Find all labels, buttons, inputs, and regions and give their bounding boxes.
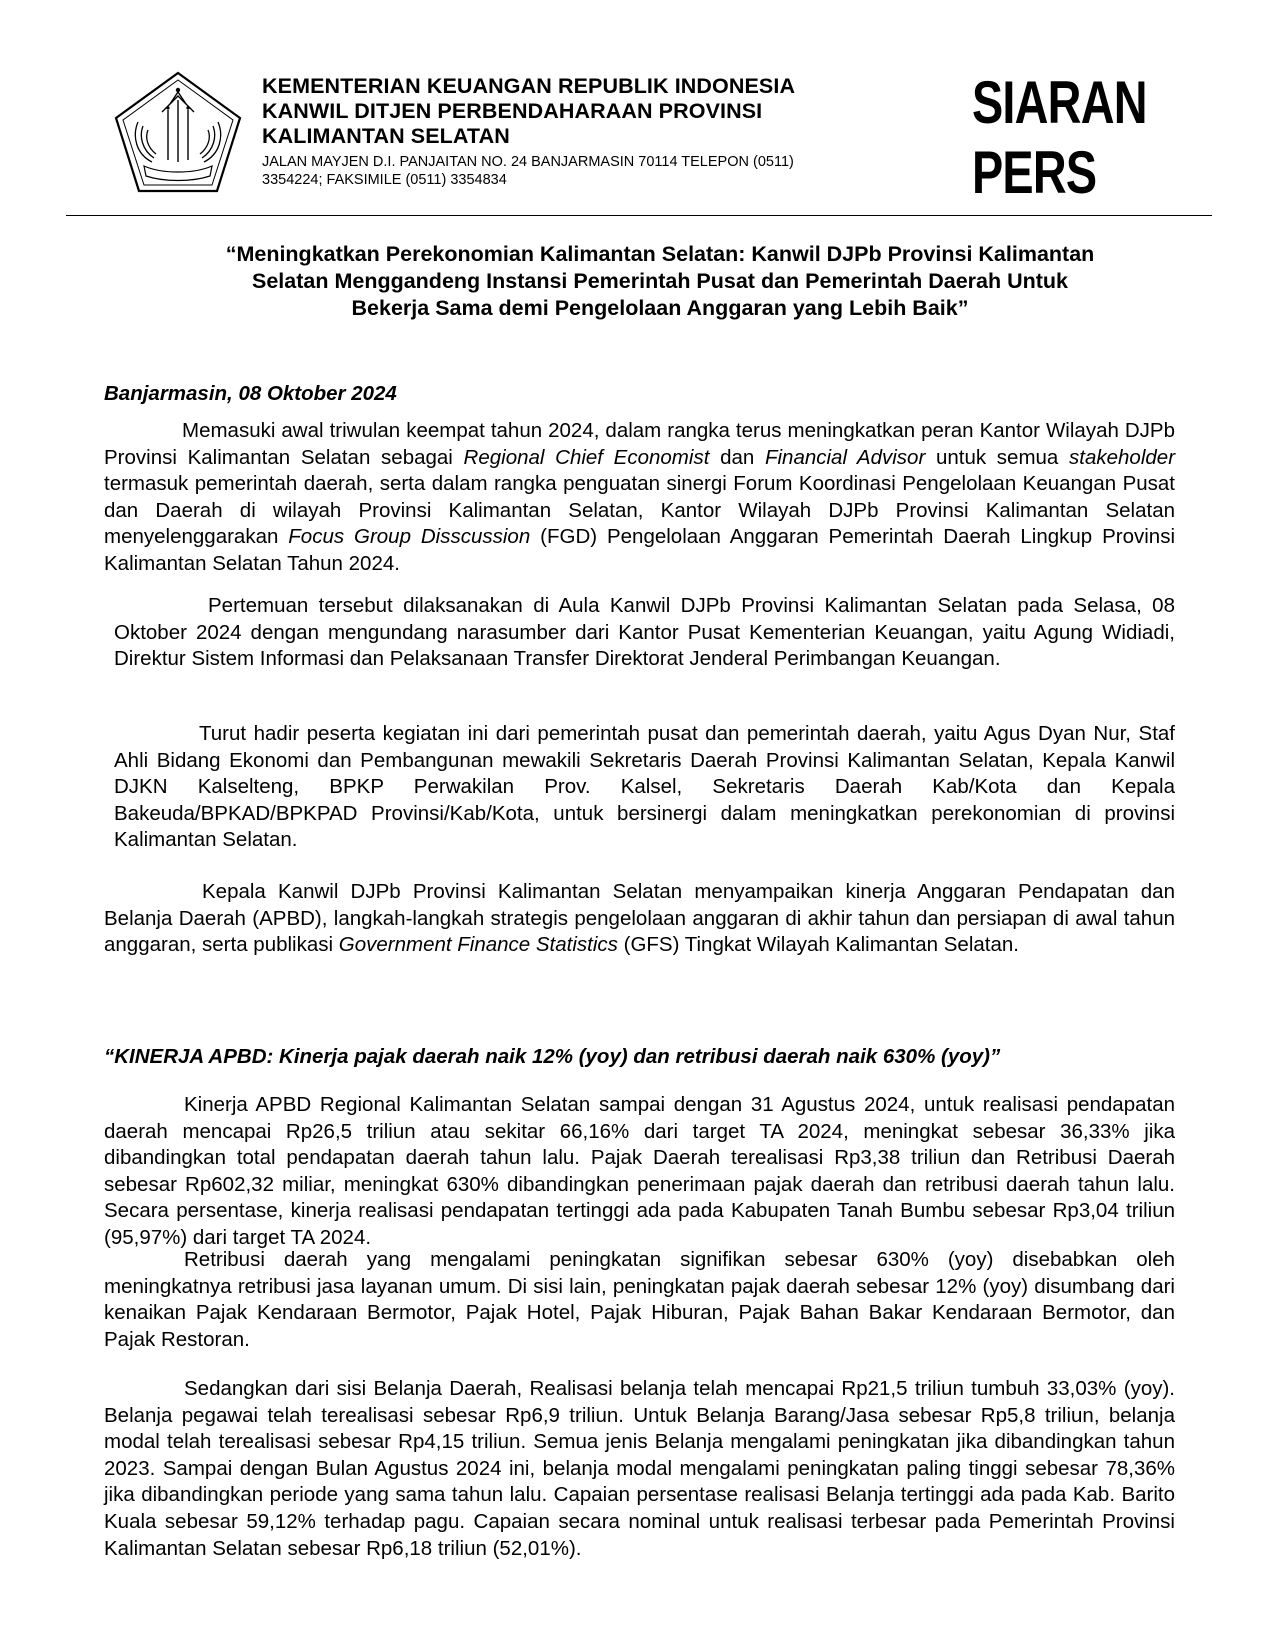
title-line2: Selatan Menggandeng Instansi Pemerintah Pusat dan Pemerintah Daerah Untuk: [252, 269, 1068, 293]
org-address: [262, 153, 902, 189]
p1-italic-4: Focus Group Disscussion: [288, 525, 531, 549]
p4-text-b: (GFS) Tingkat Wilayah Kalimantan Selatan.: [617, 933, 1019, 957]
dateline: Banjarmasin, 08 Oktober 2024: [104, 382, 397, 405]
paragraph-2: Pertemuan tersebut dilaksanakan di Aula Kanwil DJPb Provinsi Kalimantan Selatan pada Selasa, 08 Oktober 2024 dengan mengundang narasumber dari Kantor Pusat Kementerian Keuangan, yaitu Agung Widiadi, Direktur Sistem Informasi dan Pelaksanaan Transfer Direktorat Jenderal Perimbangan Keuangan.: [114, 594, 1175, 671]
org-name-line2: KANWIL DITJEN PERBENDAHARAAN PROVINSI: [262, 99, 763, 123]
p4-italic-1: Government Finance Statistics: [338, 933, 618, 957]
ministry-logo: [112, 70, 244, 196]
title-line3: Bekerja Sama demi Pengelolaan Anggaran yang Lebih Baik”: [351, 296, 969, 320]
org-name-line3: KALIMANTAN SELATAN: [262, 124, 510, 148]
address-line1: JALAN MAYJEN D.I. PANJAITAN NO. 24 BANJARMASIN 70114 TELEPON (0511): [262, 154, 794, 170]
title-line1: “Meningkatkan Perekonomian Kalimantan Selatan: Kanwil DJPb Provinsi Kalimantan: [225, 242, 1095, 266]
p1-text-e: (FGD) Pengelolaan Anggaran Pemerintah Daerah Lingkup Provinsi Kalimantan Selatan Tahun 2024.: [104, 525, 1176, 575]
p1-italic-2: Financial Advisor: [764, 445, 926, 469]
p1-text-d: termasuk pemerintah daerah, serta dalam rangka penguatan sinergi Forum Koordinasi Pengelolaan Keuangan Pusat dan Daerah di wilayah Provinsi Kalimantan Selatan, Kantor Wilayah DJPb Provinsi Kalimantan Selatan menyelenggarakan: [104, 472, 1175, 549]
p4-text-a: Kepala Kanwil DJPb Provinsi Kalimantan Selatan menyampaikan kinerja Anggaran Pendapatan dan Belanja Daerah (APBD), langkah-langkah strategis pengelolaan anggaran di akhir tahun dan persiapan di awal tahun anggaran, serta publikasi: [104, 880, 1175, 957]
paragraph-5: Kinerja APBD Regional Kalimantan Selatan sampai dengan 31 Agustus 2024, untuk realisasi pendapatan daerah mencapai Rp26,5 triliun atau sekitar 66,16% dari target TA 2024, meningkat sebesar 36,33% jika dibandingkan total pendapatan daerah tahun lalu. Pajak Daerah terealisasi Rp3,38 triliun dan Retribusi Daerah sebesar Rp602,32 miliar, meningkat 630% dibandingkan penerimaan pajak daerah dan retribusi daerah tahun lalu. Secara persentase, kinerja realisasi pendapatan tertinggi ada pada Kabupaten Tanah Bumbu sebesar Rp3,04 triliun (95,97%) dari target TA 2024.: [104, 1093, 1175, 1249]
paragraph-7: Sedangkan dari sisi Belanja Daerah, Realisasi belanja telah mencapai Rp21,5 triliun tumbuh 33,03% (yoy). Belanja pegawai telah terealisasi sebesar Rp6,9 triliun. Untuk Belanja Barang/Jasa sebesar Rp5,8 triliun, belanja modal telah terealisasi sebesar Rp4,15 triliun. Semua jenis Belanja mengalami peningkatan jika dibandingkan tahun 2023. Sampai dengan Bulan Agustus 2024 ini, belanja modal mengalami peningkatan paling tinggi sebesar 78,36% jika dibandingkan periode yang sama tahun lalu. Capaian persentase realisasi Belanja tertinggi ada pada Kab. Barito Kuala sebesar 59,12% terhadap pagu. Capaian secara nominal untuk realisasi terbesar pada Pemerintah Provinsi Kalimantan Selatan sebesar Rp6,18 triliun (52,01%).: [104, 1377, 1175, 1560]
paragraph-4: [104, 879, 1175, 959]
address-line2: 3354224; FAKSIMILE (0511) 3354834: [262, 172, 507, 188]
section-heading-kinerja-apbd: “KINERJA APBD: Kinerja pajak daerah naik 12% (yoy) dan retribusi daerah naik 630% (yoy)”: [104, 1045, 1001, 1068]
p1-italic-3: stakeholder: [1069, 445, 1176, 469]
press-release-badge: SIARAN PERS: [972, 69, 1147, 206]
press-release-title: [120, 241, 1200, 322]
paragraph-6: Retribusi daerah yang mengalami peningkatan signifikan sebesar 630% (yoy) disebabkan oleh meningkatnya retribusi jasa layanan umum. Di sisi lain, peningkatan pajak daerah sebesar 12% (yoy) disumbang dari kenaikan Pajak Kendaraan Bermotor, Pajak Hotel, Pajak Hiburan, Pajak Bahan Bakar Kendaraan Bermotor, dan Pajak Restoran.: [104, 1248, 1175, 1351]
p1-text-a: Memasuki awal triwulan keempat tahun 2024, dalam rangka terus meningkatkan peran Kantor Wilayah DJPb Provinsi Kalimantan Selatan sebagai: [104, 419, 1175, 469]
paragraph-1: [104, 418, 1175, 578]
letterhead: [262, 74, 902, 189]
org-name-line1: KEMENTERIAN KEUANGAN REPUBLIK INDONESIA: [262, 74, 796, 98]
header-divider: [66, 215, 1212, 216]
p1-text-c: untuk semua: [925, 445, 1070, 469]
paragraph-3: Turut hadir peserta kegiatan ini dari pemerintah pusat dan pemerintah daerah, yaitu Agus Dyan Nur, Staf Ahli Bidang Ekonomi dan Pembangunan mewakili Sekretaris Daerah Provinsi Kalimantan Selatan, Kepala Kanwil DJKN Kalselteng, BPKP Perwakilan Prov. Kalsel, Sekretaris Daerah Kab/Kota dan Kepala Bakeuda/BPKAD/BPKPAD Provinsi/Kab/Kota, untuk bersinergi dalam meningkatkan perekonomian di provinsi Kalimantan Selatan.: [114, 722, 1175, 852]
p1-text-b: dan: [709, 445, 765, 469]
p1-italic-1: Regional Chief Economist: [463, 445, 710, 469]
